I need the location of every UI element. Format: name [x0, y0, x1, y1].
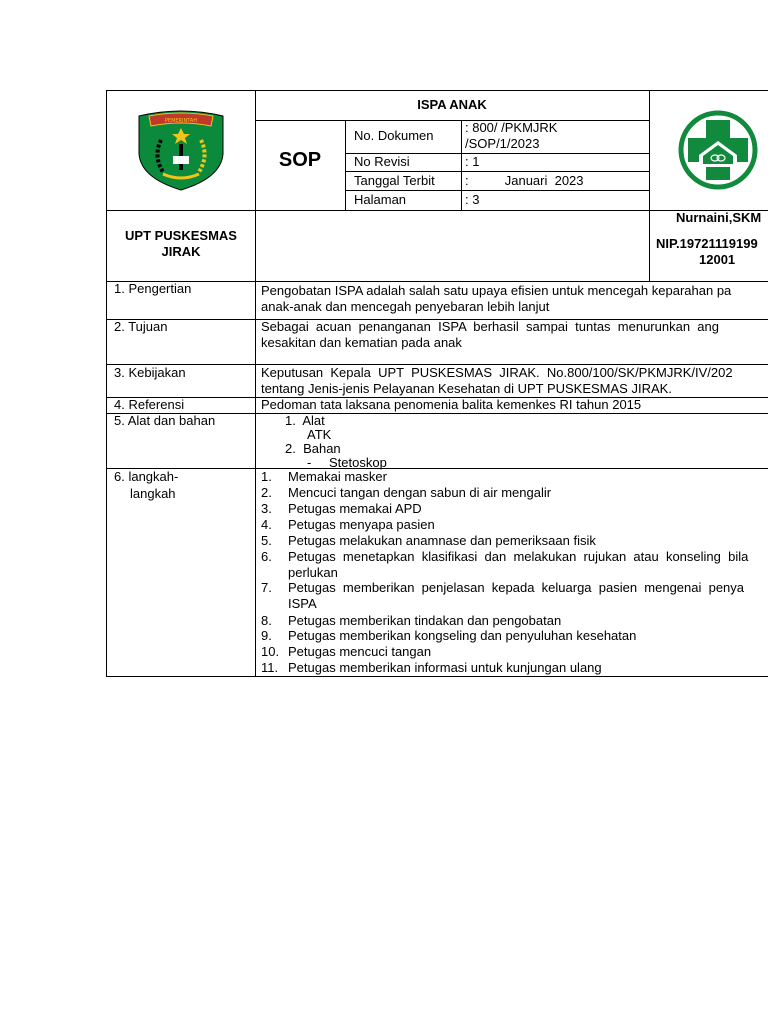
step-text: Petugas mencuci tangan — [288, 644, 432, 659]
step-number: 1. — [261, 469, 272, 484]
step-text: Petugas menyapa pasien — [288, 517, 435, 532]
step-number: 10. — [261, 644, 280, 659]
section-label-tujuan: 2. Tujuan — [114, 319, 168, 334]
step-number: 5. — [261, 533, 272, 548]
list-item: 2. Bahan — [285, 441, 341, 456]
section-text-line: kesakitan dan kematian pada anak — [261, 335, 462, 350]
section-label-pengertian: 1. Pengertian — [114, 281, 192, 296]
step-text: Petugas memberikan penjelasan kepada keluarga pasien mengenai penya — [288, 580, 745, 595]
section-text-line: Sebagai acuan penanganan ISPA berhasil sampai tuntas menurunkan ang — [261, 319, 719, 334]
step-number: 8. — [261, 613, 272, 628]
section-text-line: anak-anak dan mencegah penyebaran lebih lanjut — [261, 299, 550, 314]
org-name: UPT PUSKESMAS JIRAK — [125, 228, 237, 259]
signer-nip-cont: 12001 — [699, 252, 736, 267]
signer-nip: NIP.19721119199 — [656, 236, 758, 251]
issue-date-label: Tanggal Terbit — [354, 173, 435, 188]
step-text-cont: ISPA — [288, 596, 317, 611]
regional-emblem-logo — [133, 108, 229, 192]
section-label-referensi: 4. Referensi — [114, 397, 185, 412]
doc-number-value: : 800/ /PKMJRK — [465, 120, 558, 135]
signer-name: Nurnaini,SKM — [676, 210, 762, 225]
section-text-line: Pedoman tata laksana penomenia balita kemenkes RI tahun 2015 — [261, 397, 642, 412]
step-text: Petugas memberikan kongseling dan penyuluhan kesehatan — [288, 628, 637, 643]
step-number: 11. — [261, 660, 279, 675]
section-label-langkah-cont: langkah — [130, 486, 176, 501]
step-text: Mencuci tangan dengan sabun di air mengalir — [288, 485, 552, 500]
sop-label: SOP — [278, 149, 322, 171]
step-number: 2. — [261, 485, 272, 500]
list-item: Stetoskop — [329, 455, 387, 470]
doc-number-label: No. Dokumen — [354, 128, 434, 143]
step-number: 9. — [261, 628, 272, 643]
doc-number-value-cont: /SOP/1/2023 — [465, 136, 540, 151]
step-number: 6. — [261, 549, 272, 564]
svg-text:PEMERINTAH: PEMERINTAH — [164, 118, 198, 124]
step-text: Petugas melakukan anamnase dan pemeriksaan fisik — [288, 533, 596, 548]
section-label-langkah: 6. langkah- — [114, 469, 179, 484]
list-item: 1. Alat — [285, 413, 325, 428]
section-text-line: tentang Jenis-jenis Pelayanan Kesehatan di UPT PUSKESMAS JIRAK. — [261, 381, 672, 396]
step-text: Petugas memakai APD — [288, 501, 422, 516]
revision-value: : 1 — [465, 154, 480, 169]
section-label-kebijakan: 3. Kebijakan — [114, 365, 186, 380]
step-text: Memakai masker — [288, 469, 387, 484]
revision-label: No Revisi — [354, 154, 410, 169]
puskesmas-cross-logo — [677, 109, 759, 191]
step-number: 3. — [261, 501, 272, 516]
page-label: Halaman — [354, 192, 407, 207]
step-text: Petugas menetapkan klasifikasi dan melakukan rujukan atau konseling bila — [288, 549, 749, 564]
issue-date-value: : Januari 2023 — [465, 173, 584, 188]
section-text-line: Pengobatan ISPA adalah salah satu upaya efisien untuk mencegah keparahan pa — [261, 283, 732, 298]
page-value: : 3 — [465, 192, 480, 207]
step-text: Petugas memberikan tindakan dan pengobatan — [288, 613, 562, 628]
section-text-line: Keputusan Kepala UPT PUSKESMAS JIRAK. No.800/100/SK/PKMJRK/IV/202 — [261, 365, 733, 380]
step-number: 7. — [261, 580, 272, 595]
step-text: Petugas memberikan informasi untuk kunjungan ulang — [288, 660, 602, 675]
step-text-cont: perlukan — [288, 565, 338, 580]
section-label-alat-bahan: 5. Alat dan bahan — [114, 413, 216, 428]
step-number: 4. — [261, 517, 272, 532]
list-item-bullet: - — [307, 455, 312, 470]
document-title: ISPA ANAK — [417, 97, 487, 112]
list-item: ATK — [307, 427, 332, 442]
